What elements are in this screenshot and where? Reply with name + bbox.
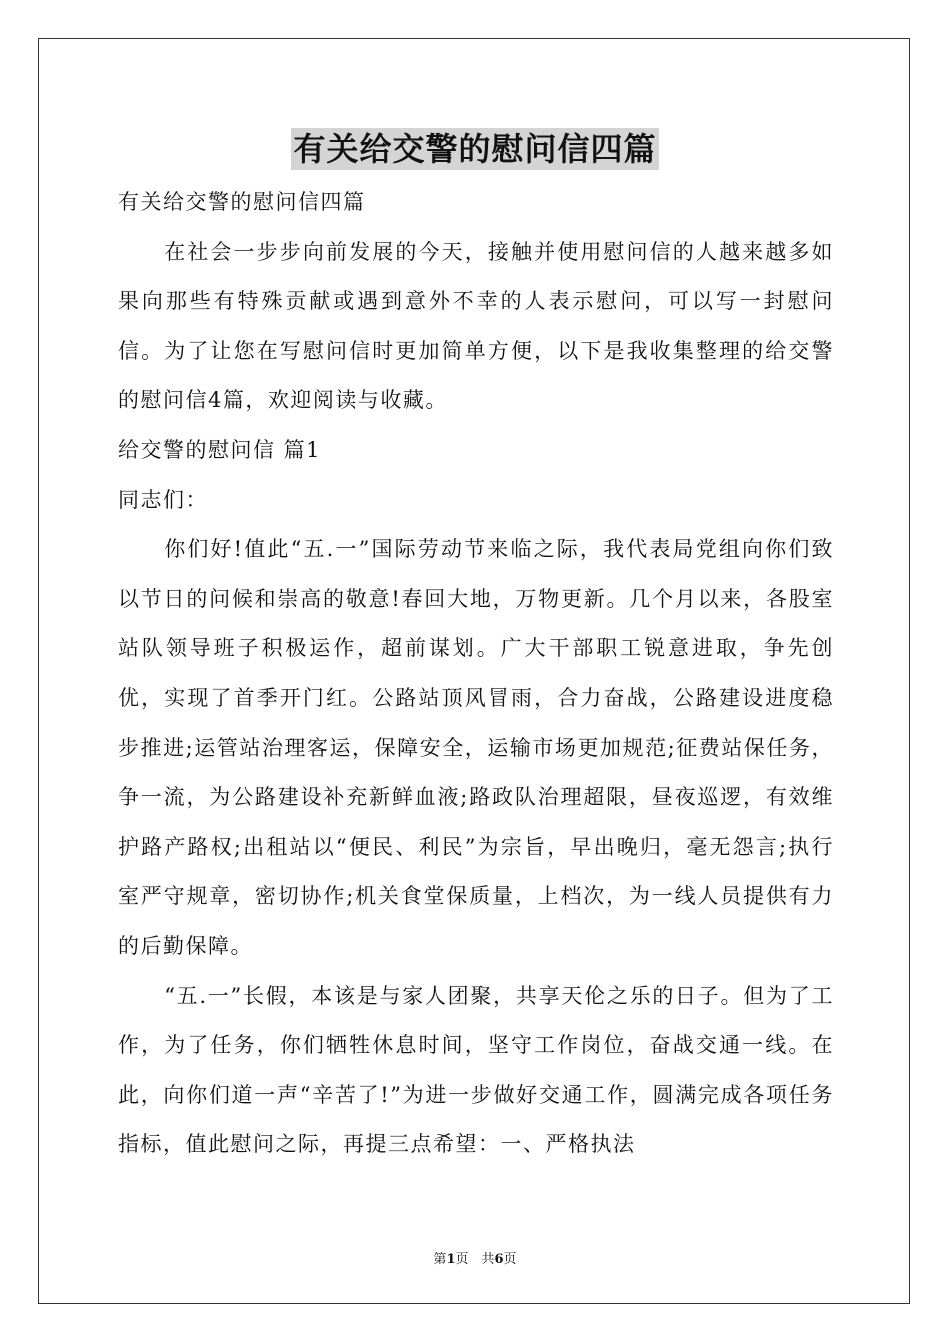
document-body xyxy=(118,178,834,1170)
section-heading: 给交警的慰问信 篇1 xyxy=(118,437,322,462)
footer-prefix: 第 xyxy=(433,1252,447,1267)
document-subtitle: 有关给交警的慰问信四篇 xyxy=(118,190,366,214)
page-footer xyxy=(0,1248,950,1267)
body-paragraph-2: “五.一”长假，本该是与家人团聚，共享天伦之乐的日子。但为了工作，为了任务，你们牺牲休息时间，坚守工作岗位，奋战交通一线。在此，向你们道一声“辛苦了!”为进一步做好交通工作，圆满完成各项任务指标，值此慰问之际，再提三点希望：一、严格执法 xyxy=(118,983,834,1157)
intro-paragraph: 在社会一步步向前发展的今天，接触并使用慰问信的人越来越多如果向那些有特殊贡献或遇到意外不幸的人表示慰问，可以写一封慰问信。为了让您在写慰问信时更加简单方便，以下是我收集整理的给交警的慰问信4篇，欢迎阅读与收藏。 xyxy=(118,239,834,413)
document-title: 有关给交警的慰问信四篇 xyxy=(293,130,657,168)
footer-current-page: 1 xyxy=(446,1252,456,1267)
footer-suffix: 页 xyxy=(503,1252,517,1267)
footer-total-pages: 6 xyxy=(494,1252,504,1267)
body-paragraph-1: 你们好!值此“五.一”国际劳动节来临之际，我代表局党组向你们致以节日的问候和崇高的敬意!春回大地，万物更新。几个月以来，各股室站队领导班子积极运作，超前谋划。广大干部职工锐意进取，争先创优，实现了首季开门红。公路站顶风冒雨，合力奋战，公路建设进度稳步推进;运管站治理客运，保障安全，运输市场更加规范;征费站保任务，争一流，为公路建设补充新鲜血液;路政队治理超限，昼夜巡逻，有效维护路产路权;出租站以“便民、利民”为宗旨，早出晚归，毫无怨言;执行室严守规章，密切协作;机关食堂保质量，上档次，为一线人员提供有力的后勤保障。 xyxy=(118,537,834,958)
title-container xyxy=(0,128,950,170)
salutation: 同志们： xyxy=(118,487,208,512)
footer-mid: 页 共 xyxy=(455,1252,495,1267)
